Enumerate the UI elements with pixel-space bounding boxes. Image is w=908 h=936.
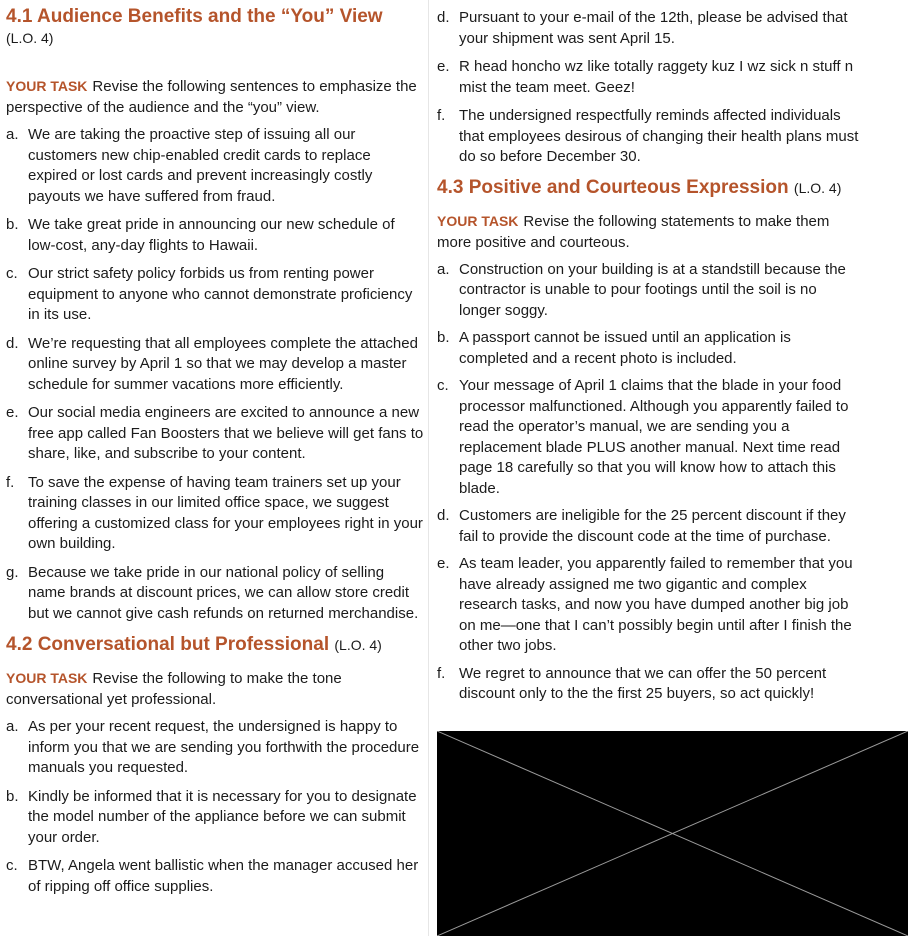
section-4-1-heading: Audience Benefits and the “You” View xyxy=(37,6,383,27)
list-item xyxy=(437,57,862,98)
item-text: The undersigned respectfully reminds affected individuals that employees desirous of changing their health plans must do so before December 30. xyxy=(459,107,859,165)
list-item xyxy=(437,554,862,657)
item-text: We are taking the proactive step of issuing all our customers new chip-enabled credit cards to replace expired or lost cards and prevent increasingly costly payouts we have suffered from fraud. xyxy=(28,126,373,205)
task-text: Revise the following to make the tone conversational yet professional. xyxy=(6,670,342,708)
item-letter: e. xyxy=(437,58,450,75)
item-text: We’re requesting that all employees complete the attached online survey by April 1 so that we may develop a master schedule for summer vacations more efficiently. xyxy=(28,334,418,393)
list-item xyxy=(6,403,424,465)
list-item xyxy=(6,787,424,849)
list-item xyxy=(437,8,862,49)
section-4-3-number: 4.3 xyxy=(437,176,464,198)
list-item xyxy=(6,563,424,625)
item-text: Pursuant to your e-mail of the 12th, please be advised that your shipment was sent April 15. xyxy=(459,9,848,47)
item-letter: d. xyxy=(437,507,450,524)
section-4-3-heading: Positive and Courteous Expression xyxy=(468,176,789,198)
item-text: Construction on your building is at a standstill because the contractor is unable to pour footings until the soil is no longer soggy. xyxy=(459,260,846,319)
item-letter: a. xyxy=(6,126,19,143)
list-item xyxy=(6,215,424,256)
item-letter: b. xyxy=(437,329,450,346)
section-4-2-number: 4.2 xyxy=(6,634,33,655)
list-item xyxy=(437,376,862,499)
item-text: A passport cannot be issued until an application is completed and a recent photo is included. xyxy=(459,329,791,367)
task-label: YOUR TASK xyxy=(437,212,519,229)
section-4-2-title xyxy=(6,634,424,656)
list-item xyxy=(437,506,862,547)
item-text: Our social media engineers are excited to announce a new free app called Fan Boosters that we believe will get fans to share, like, and subscribe to your content. xyxy=(28,404,424,462)
item-text: Because we take pride in our national policy of selling name brands at discount prices, we can allow store credit but we cannot give cash refunds on returned merchandise. xyxy=(28,563,419,622)
list-item xyxy=(437,106,862,168)
list-item xyxy=(6,856,424,897)
task-text: Revise the following sentences to emphasize the perspective of the audience and the “you” view. xyxy=(6,78,417,116)
task-label: YOUR TASK xyxy=(6,670,88,686)
item-letter: f. xyxy=(437,664,446,682)
item-letter: c. xyxy=(6,265,18,282)
list-item xyxy=(6,264,424,326)
section-4-2-lo: (L.O. 4) xyxy=(334,637,382,653)
list-item xyxy=(437,664,862,705)
list-item xyxy=(6,717,424,779)
list-item xyxy=(437,260,862,322)
item-text: BTW, Angela went ballistic when the manager accused her of ripping off office supplies. xyxy=(28,857,419,895)
item-letter: d. xyxy=(6,334,19,352)
list-item xyxy=(437,328,862,369)
section-4-3-lo: (L.O. 4) xyxy=(793,179,842,196)
item-letter: e. xyxy=(437,555,450,572)
list-item xyxy=(6,125,424,207)
item-letter: a. xyxy=(6,718,19,735)
section-4-1-lo: (L.O. 4) xyxy=(6,30,54,46)
item-text: We take great pride in announcing our new schedule of low-cost, any-day flights to Hawaii. xyxy=(28,216,395,254)
item-text: Our strict safety policy forbids us from renting power equipment to anyone who cannot demonstrate proficiency in its use. xyxy=(28,265,413,323)
list-item xyxy=(6,473,424,555)
section-4-1-title xyxy=(6,6,424,28)
column-divider xyxy=(428,0,429,936)
item-letter: c. xyxy=(6,857,18,874)
placeholder-cross-icon xyxy=(437,731,908,936)
section-4-3-title xyxy=(437,177,862,199)
right-column xyxy=(437,0,862,705)
item-text: As team leader, you apparently failed to remember that you have already assigned me two gigantic and complex research tasks, and now you have dumped another big job on me—one that I can’t possibly begin until after I finish the other two jobs. xyxy=(459,555,853,654)
section-4-3-task xyxy=(437,211,862,253)
image-placeholder xyxy=(437,731,908,936)
left-column xyxy=(6,0,424,897)
item-letter: g. xyxy=(6,563,19,581)
item-letter: b. xyxy=(6,216,19,233)
item-text: To save the expense of having team trainers set up your training classes in our limited office space, we suggest offering a customized class for your employees right in your own building. xyxy=(28,473,423,552)
item-letter: d. xyxy=(437,9,450,26)
task-label: YOUR TASK xyxy=(6,78,88,94)
item-letter: b. xyxy=(6,787,19,805)
section-4-2-task xyxy=(6,668,424,710)
item-text: R head honcho wz like totally raggety kuz I wz sick n stuff n mist the team meet. Geez! xyxy=(459,58,854,96)
task-text: Revise the following statements to make them more positive and courteous. xyxy=(437,212,830,251)
section-4-1-number: 4.1 xyxy=(6,6,33,27)
item-letter: c. xyxy=(437,377,449,394)
item-text: Kindly be informed that it is necessary for you to designate the model number of the appliance before we can submit your order. xyxy=(28,787,417,846)
item-letter: e. xyxy=(6,404,19,421)
item-text: As per your recent request, the undersigned is happy to inform you that we are sending you forthwith the procedure manuals you requested. xyxy=(28,718,420,776)
item-text: We regret to announce that we can offer the 50 percent discount only to the the first 25 buyers, so act quickly! xyxy=(459,664,827,702)
item-text: Your message of April 1 claims that the blade in your food processor malfunctioned. Although you apparently failed to read the operator’s manual, we are sending you a replacement blade PLUS another manual. Next time read page 18 carefully so that you will know how to attach this blade. xyxy=(459,377,849,497)
section-4-2-heading: Conversational but Professional xyxy=(37,634,330,655)
item-letter: f. xyxy=(437,107,446,124)
section-4-1-task xyxy=(6,76,424,118)
list-item xyxy=(6,334,424,396)
item-letter: f. xyxy=(6,473,15,491)
item-letter: a. xyxy=(437,260,450,278)
item-text: Customers are ineligible for the 25 percent discount if they fail to provide the discount code at the time of purchase. xyxy=(459,507,846,545)
